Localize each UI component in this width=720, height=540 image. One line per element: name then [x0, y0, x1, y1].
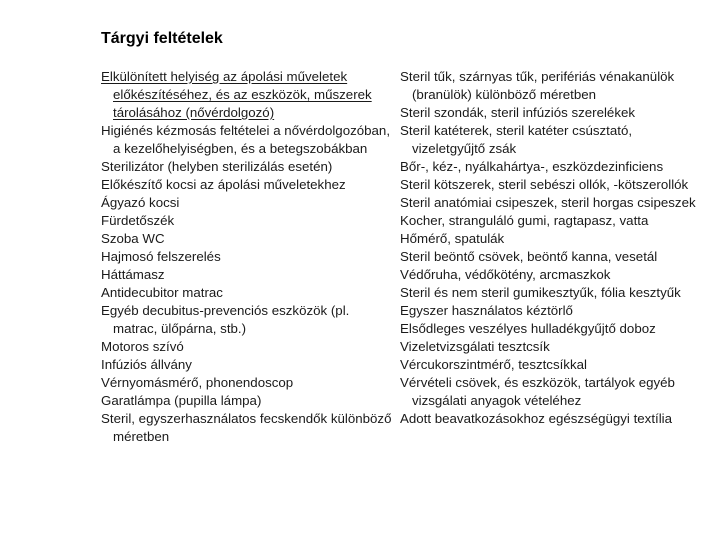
- list-item: Garatlámpa (pupilla lámpa): [101, 393, 262, 408]
- list-item: Steril kötszerek, steril sebészi ollók, -kötszerollók: [400, 177, 689, 192]
- list-item: Egyszer használatos kéztörlő: [400, 303, 573, 318]
- list-item: Steril tűk, szárnyas tűk, perifériás vénakanülök (branülök) különböző méretben: [400, 69, 675, 102]
- list-item: Infúziós állvány: [101, 357, 192, 372]
- list-item: Védőruha, védőkötény, arcmaszkok: [400, 267, 611, 282]
- list-item: Ágyazó kocsi: [101, 195, 180, 210]
- list-item: Sterilizátor (helyben sterilizálás esetén): [101, 159, 333, 174]
- list-item: Antidecubitor matrac: [101, 285, 223, 300]
- list-item: Vérnyomásmérő, phonendoscop: [101, 375, 294, 390]
- list-item: Steril és nem steril gumikesztyűk, fólia kesztyűk: [400, 285, 681, 300]
- list-item: Steril szondák, steril infúziós szerelékek: [400, 105, 636, 120]
- list-item: Steril anatómiai csipeszek, steril horgas csipeszek: [400, 195, 696, 210]
- left-equipment-list: [101, 68, 395, 446]
- list-item: Vérvételi csövek, és eszközök, tartályok egyéb vizsgálati anyagok vételéhez: [400, 375, 675, 408]
- list-item: Háttámasz: [101, 267, 165, 282]
- list-item: Szoba WC: [101, 231, 165, 246]
- list-item: Hajmosó felszerelés: [101, 249, 221, 264]
- list-item: Előkészítő kocsi az ápolási műveletekhez: [101, 177, 346, 192]
- list-item: Steril katéterek, steril katéter csúsztató, vizeletgyűjtő zsák: [400, 123, 633, 156]
- list-item: Bőr-, kéz-, nyálkahártya-, eszközdezinficiens: [400, 159, 664, 174]
- list-item: Vércukorszintmérő, tesztcsíkkal: [400, 357, 587, 372]
- list-item: Fürdetőszék: [101, 213, 175, 228]
- list-item: Motoros szívó: [101, 339, 184, 354]
- list-item: Vizeletvizsgálati tesztcsík: [400, 339, 550, 354]
- list-item: Kocher, stranguláló gumi, ragtapasz, vatta: [400, 213, 649, 228]
- list-item: Higiénés kézmosás feltételei a nővérdolgozóban, a kezelőhelyiségben, és a betegszobákban: [101, 123, 391, 156]
- list-item: Elsődleges veszélyes hulladékgyűjtő doboz: [400, 321, 656, 336]
- list-item: Steril, egyszerhasználatos fecskendők különböző méretben: [101, 411, 392, 444]
- slide-title: Tárgyi feltételek: [101, 30, 223, 47]
- list-item: Adott beavatkozásokhoz egészségügyi textília: [400, 411, 673, 426]
- list-item: Elkülönített helyiség az ápolási műveletek előkészítéséhez, és az eszközök, műszerek tárolásához (nővérdolgozó): [101, 69, 372, 120]
- list-item: Steril beöntő csövek, beöntő kanna, vesetál: [400, 249, 658, 264]
- list-item: Hőmérő, spatulák: [400, 231, 505, 246]
- list-item: Egyéb decubitus-prevenciós eszközök (pl. matrac, ülőpárna, stb.): [101, 303, 350, 336]
- right-equipment-list: [400, 68, 700, 428]
